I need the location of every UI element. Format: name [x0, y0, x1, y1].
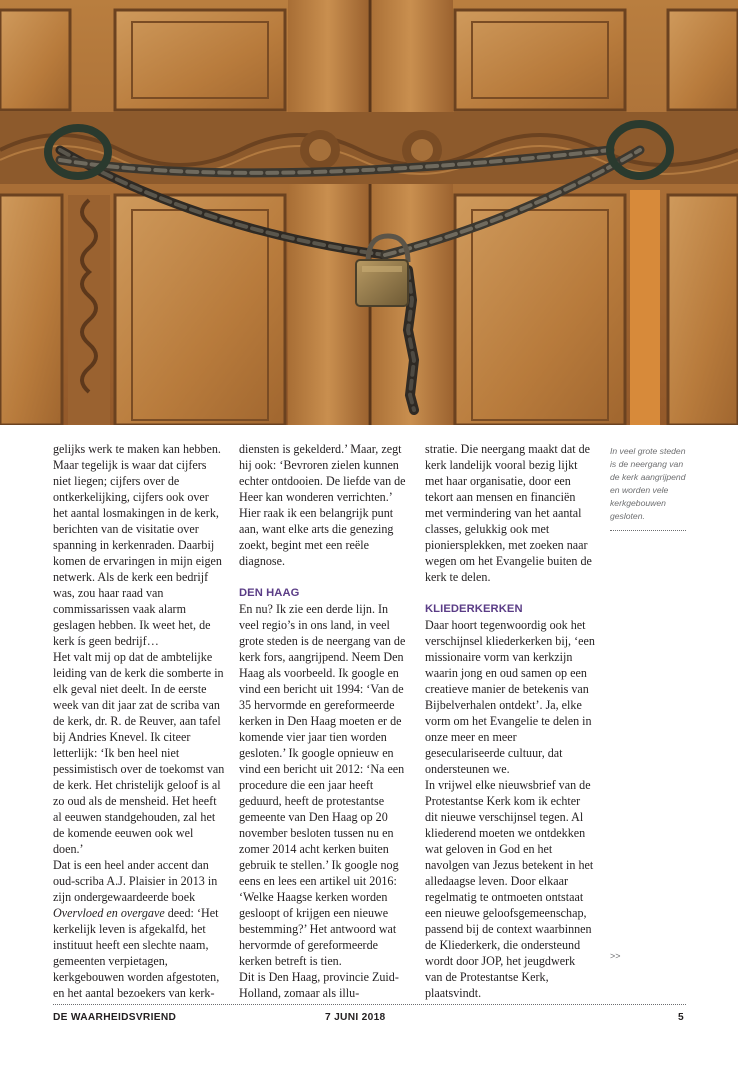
continue-arrow: >> — [610, 951, 621, 961]
text-column-3 — [425, 441, 595, 1001]
publication-name: DE WAARHEIDSVRIEND — [53, 1012, 177, 1023]
paragraph: Het valt mij op dat de ambtelijke leiding van de kerk die somberte in elk geval niet deelt. In de eerste week van dit jaar zat de scriba van de kerk, dr. R. de Reuver, aan tafel bij Andries Knevel. Ik citeer letterlijk: ‘Ik ben heel niet pessimistisch over de toekomst van de kerk. Het christelijk geloof is al zo oud als de mensheid. Het heeft al eeuwen standgehouden, zal het de komende eeuwen ook wel doen.’ — [53, 650, 225, 856]
header-photo — [0, 0, 738, 425]
paragraph-text: Dat is een heel ander accent dan oud-scriba A.J. Plaisier in 2013 in zijn ondergewaardeerde boek — [53, 858, 218, 904]
paragraph: Daar hoort tegenwoordig ook het verschijnsel kliederkerken bij, ‘een missionaire vorm van kerkzijn waarin jong en oud samen op een creatieve manier de betekenis van Bijbelverhalen ontdekt’. Ja, elke vorm om het Evangelie te delen in onze meer en meer geseculariseerde cultuur, dat ondersteunen we. — [425, 618, 595, 776]
page-number: 5 — [678, 1012, 684, 1023]
pull-quote-caption: In veel grote steden is de neergang van de kerk aangrijpend en worden vele kerkgebouwen gesloten. — [610, 445, 686, 531]
book-title: Overvloed en overgave — [53, 906, 165, 920]
paragraph: Dit is Den Haag, provincie Zuid-Holland, zomaar als illu- — [239, 970, 399, 1000]
paragraph: En nu? Ik zie een derde lijn. In veel regio’s in ons land, in veel grote steden is de neergang van de kerk fors, aangrijpend. Neem Den Haag als voorbeeld. Ik google en vind een bericht uit 1994: ‘Van de 35 hervormde en gereformeerde kerken in Den Haag moeten er de komende vier jaar tien worden gesloten.’ Ik google opnieuw en vind een bericht uit 2012: ‘Na een procedure die een jaar heeft geduurd, heeft de protestantse gemeente van Den Haag op 20 november besloten tussen nu en zomer 2014 acht kerken buiten gebruik te stellen.’ Ik google nog eens en lees een artikel uit 2016: ‘Welke Haagse kerken worden gesloopt of krijgen een nieuwe bestemming?’ Het antwoord wat hervormde of gereformeerde kerken betreft is tien. — [239, 602, 406, 968]
text-column-1 — [53, 441, 225, 1001]
issue-date: 7 JUNI 2018 — [325, 1012, 386, 1023]
section-heading: KLIEDERKERKEN — [425, 603, 523, 615]
paragraph — [53, 857, 225, 1001]
footer-divider — [53, 1004, 686, 1005]
church-door-chain-padlock-photo — [0, 0, 738, 425]
text-column-2 — [239, 441, 409, 1001]
section-heading: DEN HAAG — [239, 587, 300, 599]
paragraph-text: deed: ‘Het kerkelijk leven is afgekalfd, het instituut heeft een slechte naam, gemeenten verpietagen, kerkgebouwen worden afgestoten, en het aantal bezoekers van kerk- — [53, 906, 220, 1000]
paragraph: diensten is gekelderd.’ Maar, zegt hij ook: ‘Bevroren zielen kunnen echter ontdooien. De liefde van de Heer kan wonderen verrichten.’ Hier raak ik een belangrijk punt aan, want elke arts die genezing zoekt, begint met een reële diagnose. — [239, 442, 406, 568]
paragraph: stratie. Die neergang maakt dat de kerk landelijk vooral bezig lijkt met haar organisatie, door een tekort aan mensen en financiën met vermindering van het aantal classes, gelukkig ook met pioniersplekken, met zoeken naar wegen om het Evangelie buiten de kerk te delen. — [425, 442, 592, 584]
paragraph: gelijks werk te maken kan hebben. Maar tegelijk is waar dat cijfers niet liegen; cijfers over de ontkerkelijking, cijfers ook over het aantal losmakingen in de kerk, berichten van de visitatie over spanning in kerkenraden. Daarbij komen de ervaringen in mijn eigen netwerk. Als de kerk een bedrijf was, zou haar raad van commissarissen vaak alarm geslagen hebben. Ik weet het, de kerk ís geen bedrijf… — [53, 442, 222, 648]
paragraph: In vrijwel elke nieuwsbrief van de Protestantse Kerk kom ik echter dit nieuwe verschijnsel tegen. Al kliederend moeten we ontdekken wat geloven in God en het navolgen van Jezus betekent in het alledaagse leven. Door elkaar regelmatig te ontmoeten ontstaat een nieuwe geloofsgemeenschap, passend bij de context waarbinnen de Kliederkerk, die ondersteund wordt door JOP, het jeugdwerk van de Protestantse Kerk, plaatsvindt. — [425, 778, 594, 1000]
